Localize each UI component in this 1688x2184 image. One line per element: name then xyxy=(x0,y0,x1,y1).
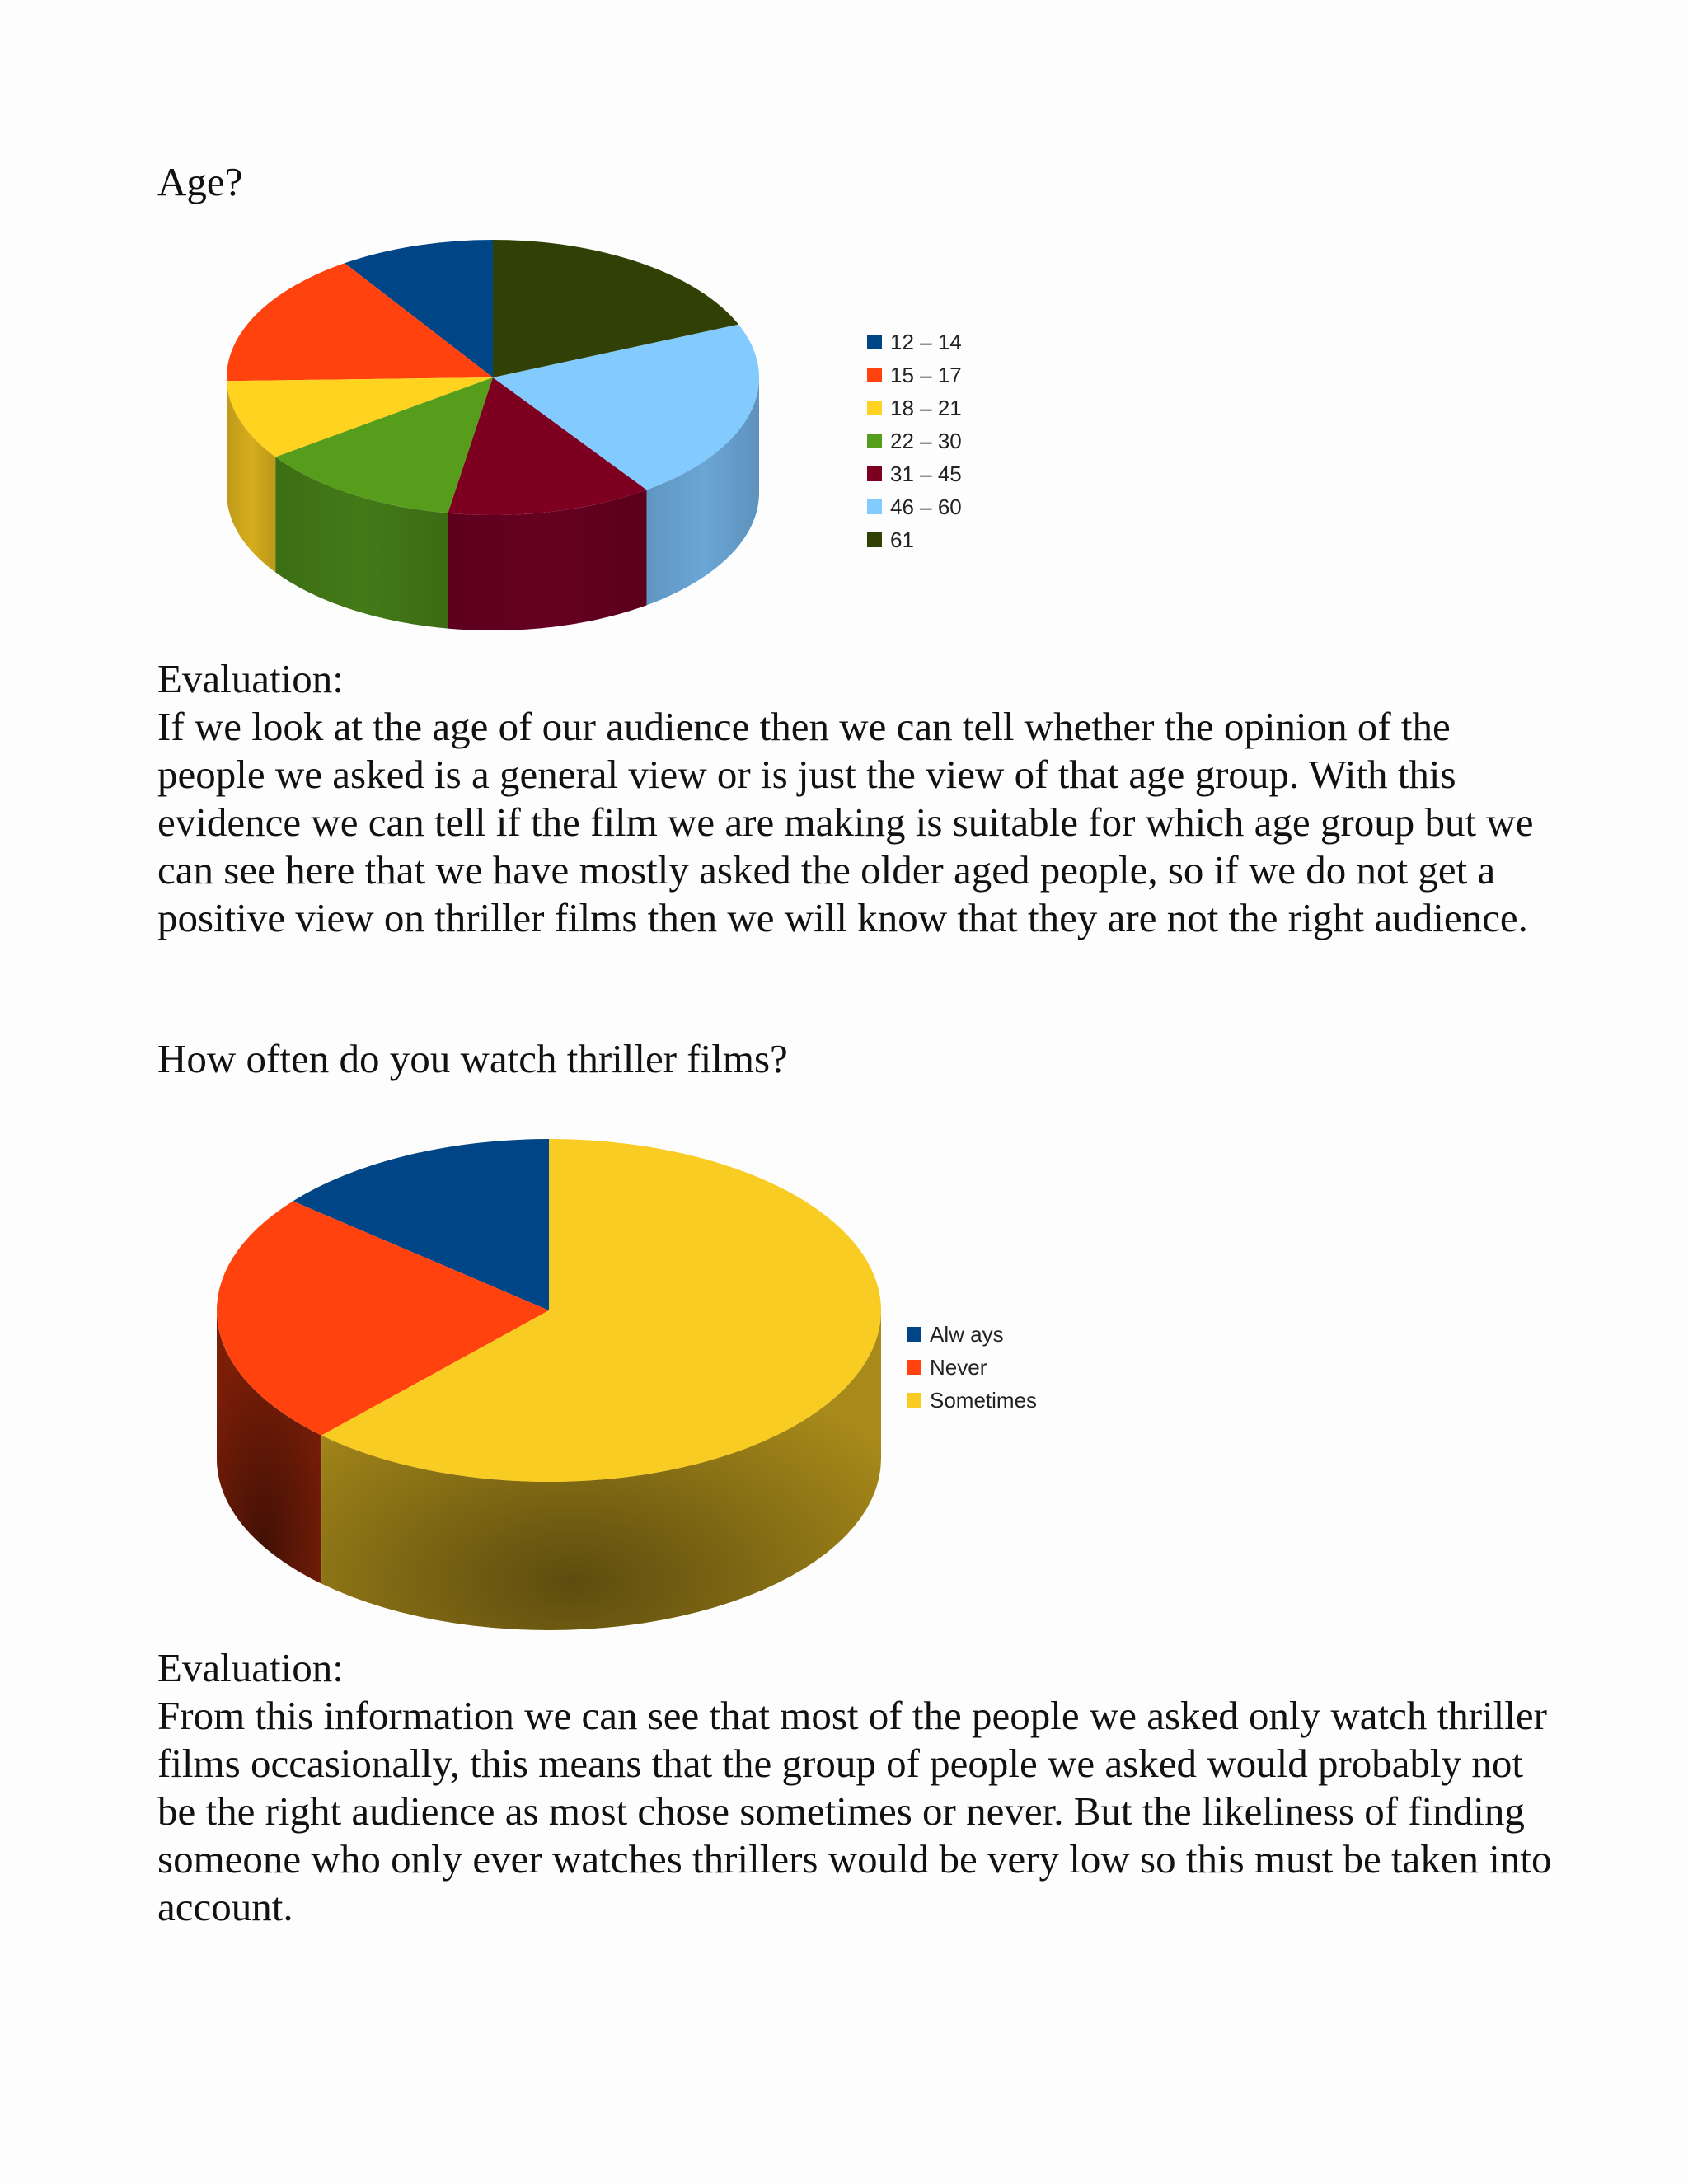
legend-label-61: 61 xyxy=(890,527,914,552)
evaluation-label: Evaluation: xyxy=(157,656,344,701)
legend-swatch-sometimes xyxy=(907,1393,921,1408)
question-age: Age? xyxy=(157,159,243,204)
legend-swatch-61 xyxy=(867,532,882,547)
evaluation-age xyxy=(157,655,1559,942)
legend-label-always: Alw ays xyxy=(930,1322,1004,1347)
legend-swatch-31-45 xyxy=(867,466,882,481)
frequency-pie-chart xyxy=(0,1129,1071,1640)
legend-label-31-45: 31 – 45 xyxy=(890,462,962,486)
pie-top-faces xyxy=(227,240,759,515)
legend-swatch-18-21 xyxy=(867,401,882,415)
evaluation-frequency xyxy=(157,1644,1559,1931)
question-frequency: How often do you watch thriller films? xyxy=(157,1036,788,1081)
evaluation-text: From this information we can see that most of the people we asked only watch thriller films occasionally, this means that the group of people we asked would probably not be the right audience as most chose sometimes or never. But the likeliness of finding someone who only ever watches thrillers would be very low so this must be taken into account. xyxy=(157,1693,1552,1929)
evaluation-text: If we look at the age of our audience then we can tell whether the opinion of the people we asked is a general view or is just the view of that age group. With this evidence we can tell if the film we are making is suitable for which age group but we can see here that we have mostly asked the older aged people, so if we do not get a positive view on thriller films then we will know that they are not the right audience. xyxy=(157,704,1534,940)
legend-swatch-15-17 xyxy=(867,368,882,382)
legend-label-12-14: 12 – 14 xyxy=(890,330,962,354)
legend-label-46-60: 46 – 60 xyxy=(890,494,962,519)
legend-swatch-22-30 xyxy=(867,434,882,448)
legend-label-15-17: 15 – 17 xyxy=(890,363,962,387)
legend-swatch-always xyxy=(907,1327,921,1342)
legend-swatch-12-14 xyxy=(867,335,882,349)
legend-label-22-30: 22 – 30 xyxy=(890,429,962,453)
chart-legend xyxy=(907,1322,1037,1413)
legend-label-never: Never xyxy=(930,1355,987,1380)
legend-label-18-21: 18 – 21 xyxy=(890,396,962,420)
pie-top-faces xyxy=(217,1139,881,1482)
age-pie-chart xyxy=(0,223,1071,643)
evaluation-label: Evaluation: xyxy=(157,1645,344,1690)
legend-swatch-never xyxy=(907,1360,921,1375)
legend-swatch-46-60 xyxy=(867,499,882,514)
chart-legend xyxy=(867,330,962,552)
legend-label-sometimes: Sometimes xyxy=(930,1388,1038,1413)
